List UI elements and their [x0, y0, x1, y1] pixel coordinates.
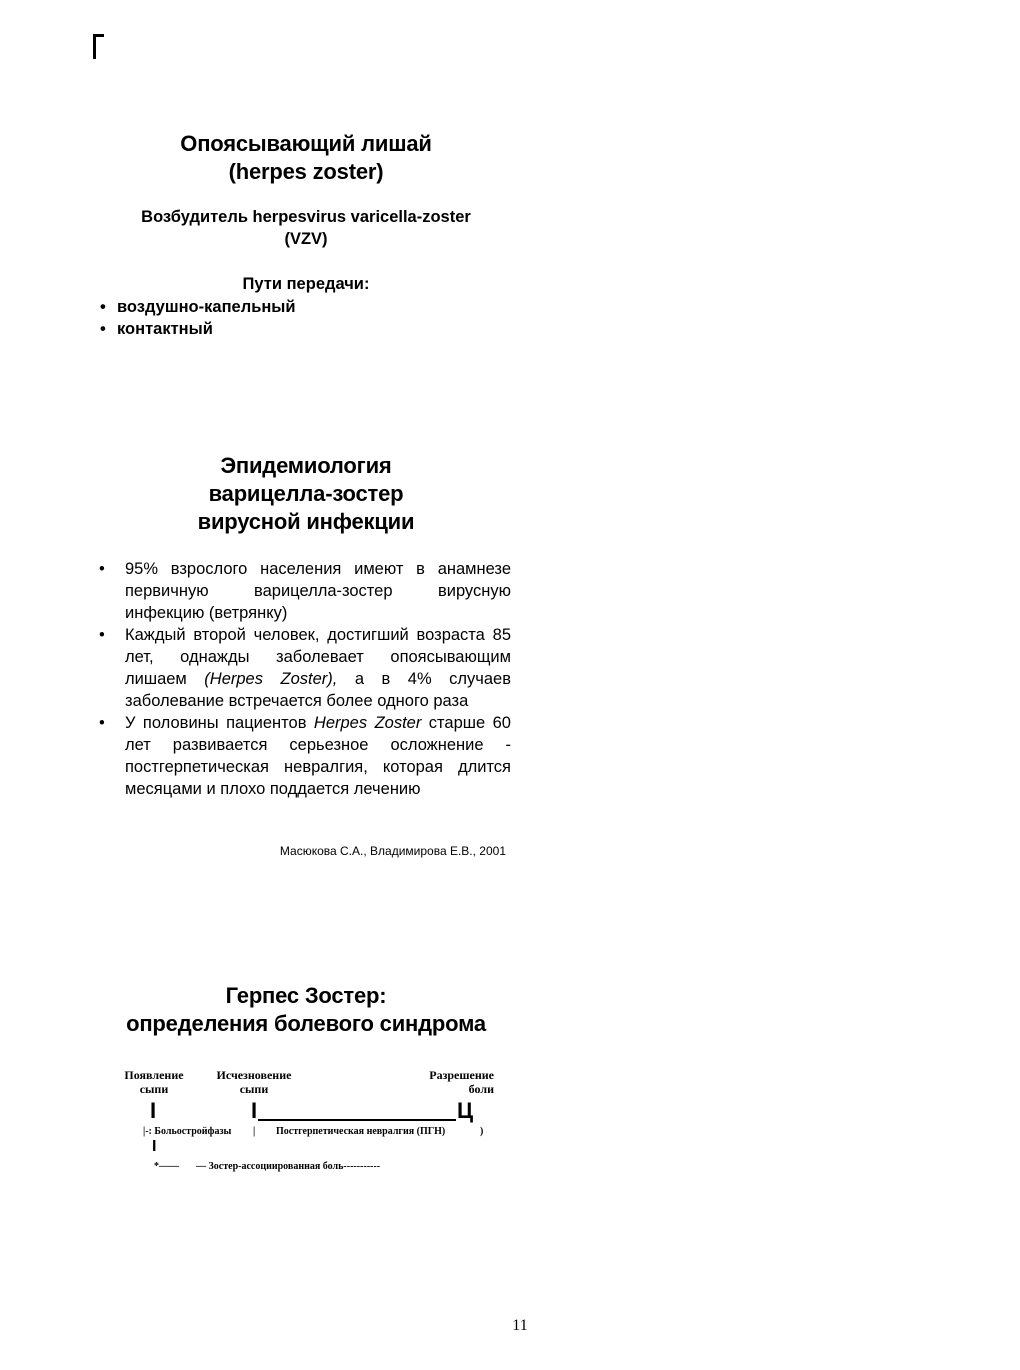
pgn-end: )	[480, 1126, 484, 1137]
label-rash-onset-line2: сыпи	[139, 1082, 169, 1096]
zab-arrow: *——	[154, 1161, 179, 1172]
bullet3-pre: У половины пациентов	[125, 714, 314, 732]
phase-separator: |	[253, 1126, 256, 1137]
bullet1-text: 95% взрослого населения имеют в анамнезе первичную варицелла-зостер вирусную инфекцию (ветрянку)	[125, 560, 511, 622]
label-pain-resolution-line1: Разрешение	[429, 1068, 494, 1082]
pgn-line	[258, 1119, 456, 1121]
label-rash-onset-line1: Появление	[124, 1068, 184, 1082]
section2-title-line1: Эпидемиология	[220, 453, 392, 478]
list-item: • воздушно-капельный	[100, 296, 500, 318]
bullet2-italic: (Herpes Zoster),	[204, 670, 338, 688]
list-item: • контактный	[100, 318, 500, 340]
label-pain-resolution-line2: боли	[468, 1082, 494, 1096]
bullet2-post: а в 4% случаев заболевание встречается более одного раза	[125, 670, 511, 710]
section3-title-line2: определения болевого синдрома	[126, 1011, 486, 1036]
label-pain-resolution	[400, 1068, 494, 1096]
mark-pain-resolution: Ц	[457, 1098, 474, 1123]
mark-lower: I	[152, 1138, 157, 1155]
bullet3-italic: Herpes Zoster	[313, 714, 422, 732]
section3-title-line1: Герпес Зостер:	[225, 983, 387, 1008]
agent-line1: Возбудитель herpesvirus varicella-zoster	[141, 208, 471, 226]
bullet3-post: старше 60 лет развивается серьезное осложнение - постгерпетическая невралгия, которая длится месяцами и плохо поддается лечению	[125, 714, 511, 798]
label-rash-onset	[112, 1068, 196, 1096]
section1-title-line2: (herpes zoster)	[228, 159, 384, 184]
section2-title-line3: вирусной инфекции	[197, 509, 415, 534]
section2-title-line2: варицелла-зостер	[208, 481, 404, 506]
citation: Масюкова С.А., Владимирова Е.В., 2001	[279, 844, 506, 858]
label-rash-healing-line2: сыпи	[239, 1082, 269, 1096]
section1-title-line1: Опоясывающий лишай	[180, 131, 432, 156]
page-number: 11	[512, 1317, 528, 1334]
bullet2-pre: Каждый второй человек, достигший возраста 85 лет, однажды заболевает опоясывающим лишаем	[125, 626, 511, 688]
acute-phase-label: |-: Больостройфазы	[143, 1126, 232, 1137]
mark-rash-healing: I	[251, 1098, 258, 1123]
agent-line2: (VZV)	[284, 230, 328, 248]
routes-heading: Пути передачи:	[242, 275, 370, 293]
mark-rash-onset: I	[150, 1098, 157, 1123]
label-rash-healing	[204, 1068, 304, 1096]
label-rash-healing-line1: Исчезновение	[216, 1068, 292, 1082]
zab-label: — Зостер-ассоциированная боль-----------	[196, 1161, 381, 1172]
pgn-label: Постгерпетическая невралгия (ПГН)	[276, 1126, 446, 1137]
